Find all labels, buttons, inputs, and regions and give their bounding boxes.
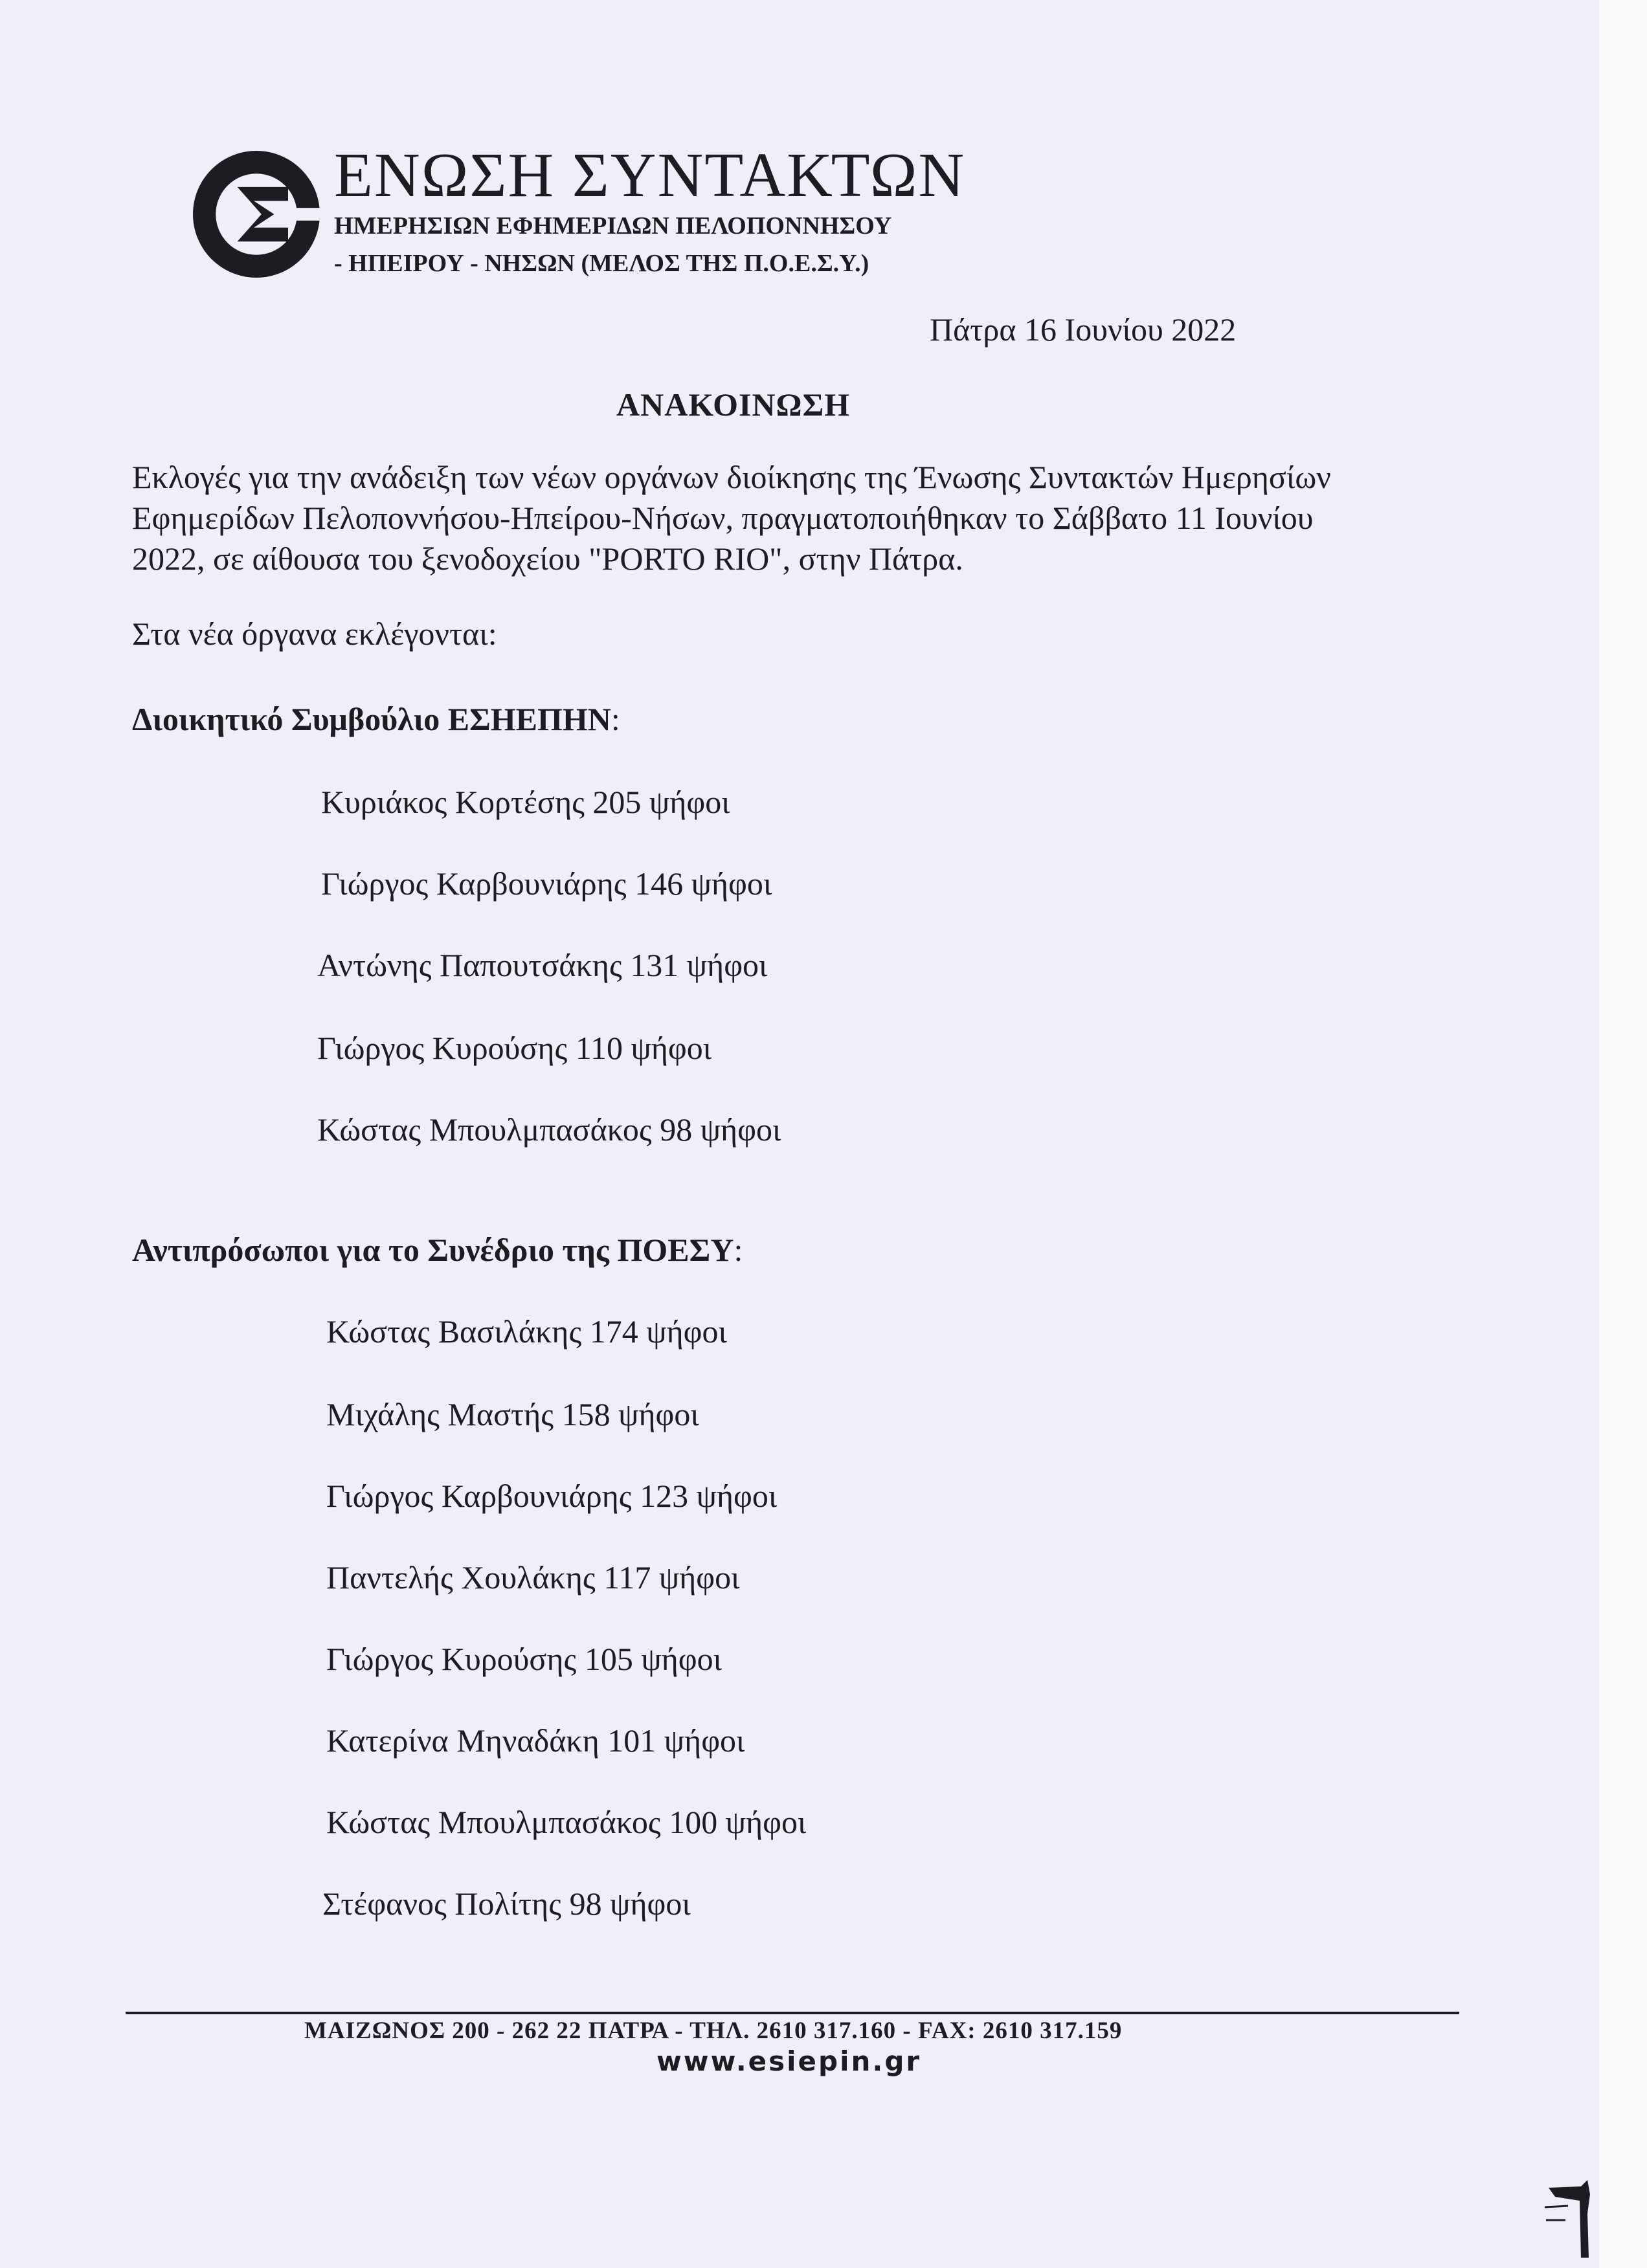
board-section-heading <box>132 700 620 738</box>
delegate-row: Στέφανος Πολίτης 98 ψήφοι <box>322 1885 691 1922</box>
intro-paragraph <box>132 457 1492 579</box>
scan-page-edge <box>1599 0 1647 2268</box>
elected-label: Στα νέα όργανα εκλέγονται: <box>132 616 497 652</box>
delegates-section-title: Αντιπρόσωποι για το Συνέδριο της ΠΟΕΣΥ <box>132 1232 734 1268</box>
scan-artifact <box>1542 2175 1594 2259</box>
board-member-row: Αντώνης Παπουτσάκης 131 ψήφοι <box>317 947 768 983</box>
delegate-row: Κατερίνα Μηναδάκη 101 ψήφοι <box>326 1722 745 1759</box>
footer-website: www.esiepin.gr <box>656 2045 922 2077</box>
delegate-row: Γιώργος Καρβουνιάρης 123 ψήφοι <box>326 1478 778 1514</box>
board-member-row: Γιώργος Κυρούσης 110 ψήφοι <box>317 1030 712 1066</box>
board-member-row: Κυριάκος Κορτέσης 205 ψήφοι <box>321 784 730 820</box>
delegates-section-heading <box>132 1231 743 1269</box>
delegate-row: Μιχάλης Μαστής 158 ψήφοι <box>326 1396 699 1432</box>
document-date: Πάτρα 16 Ιουνίου 2022 <box>930 311 1237 348</box>
board-member-row: Γιώργος Καρβουνιάρης 146 ψήφοι <box>321 865 772 902</box>
intro-line: 2022, σε αίθουσα του ξενοδοχείου "PORTO RIO", στην Πάτρα. <box>132 540 963 577</box>
delegate-row: Γιώργος Κυρούσης 105 ψήφοι <box>326 1641 723 1677</box>
footer-divider <box>126 2012 1459 2014</box>
organization-subtitle-line1: ΗΜΕΡΗΣΙΩΝ ΕΦΗΜΕΡΙΔΩΝ ΠΕΛΟΠΟΝΝΗΣΟΥ <box>334 212 892 239</box>
esiepin-logo-icon <box>193 146 320 282</box>
document-title: ΑΝΑΚΟΙΝΩΣΗ <box>616 386 851 423</box>
delegate-row: Παντελής Χουλάκης 117 ψήφοι <box>326 1559 740 1595</box>
delegate-row: Κώστας Μπουλμπασάκος 100 ψήφοι <box>326 1804 807 1840</box>
delegates-section-colon: : <box>734 1232 743 1268</box>
board-member-row: Κώστας Μπουλμπασάκος 98 ψήφοι <box>317 1111 781 1148</box>
intro-line: Εκλογές για την ανάδειξη των νέων οργάνων διοίκησης της Ένωσης Συντακτών Ημερησίων <box>132 459 1331 495</box>
organization-name: ΕΝΩΣΗ ΣΥΝΤΑΚΤΩΝ <box>334 140 966 210</box>
organization-subtitle-line2: - ΗΠΕΙΡΟΥ - ΝΗΣΩΝ (ΜΕΛΟΣ ΤΗΣ Π.Ο.Ε.Σ.Υ.) <box>334 250 869 277</box>
footer-address: ΜΑΙΖΩΝΟΣ 200 - 262 22 ΠΑΤΡΑ - ΤΗΛ. 2610 317.160 - FAX: 2610 317.159 <box>304 2018 1123 2044</box>
board-section-title: Διοικητικό Συμβούλιο ΕΣΗΕΠΗΝ <box>132 701 611 737</box>
delegate-row: Κώστας Βασιλάκης 174 ψήφοι <box>326 1313 727 1350</box>
intro-line: Εφημερίδων Πελοποννήσου-Ηπείρου-Νήσων, πραγματοποιήθηκαν το Σάββατο 11 Ιουνίου <box>132 500 1314 536</box>
board-section-colon: : <box>611 701 620 737</box>
